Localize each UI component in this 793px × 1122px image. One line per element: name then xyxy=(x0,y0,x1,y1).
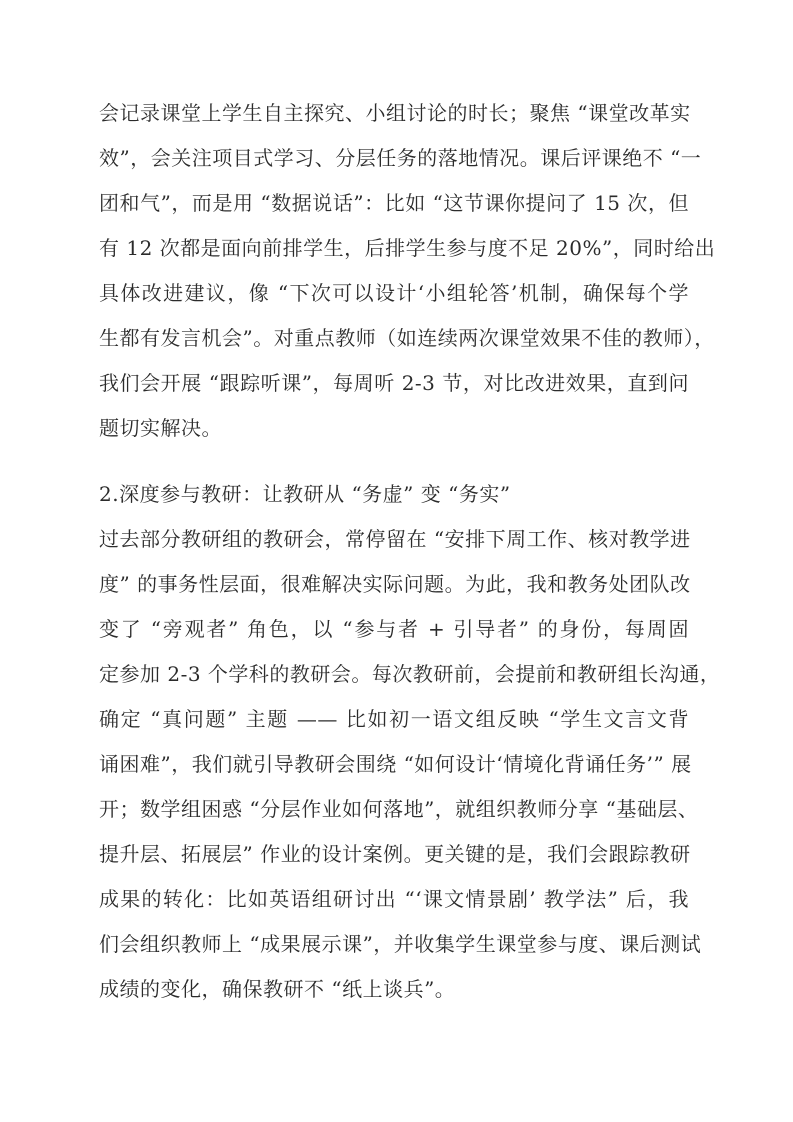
text-line: 效”，会关注项目式学习、分层任务的落地情况。课后评课绝不 “一 xyxy=(99,146,702,170)
text-line: 具体改进建议，像 “下次可以设计‘小组轮答’机制，确保每个学 xyxy=(99,281,689,305)
paragraph-1 xyxy=(99,91,716,451)
text-line: 我们会开展 “跟踪听课”，每周听 2-3 节，对比改进效果，直到问 xyxy=(99,371,689,395)
document-text-block xyxy=(99,91,721,1012)
text-line: 有 12 次都是面向前排学生，后排学生参与度不足 20%”，同时给出 xyxy=(99,236,716,260)
text-line: 定参加 2-3 个学科的教研会。每次教研前，会提前和教研组长沟通， xyxy=(99,662,721,686)
text-line: 提升层、拓展层” 作业的设计案例。更关键的是，我们会跟踪教研 xyxy=(99,842,691,866)
text-line: 变了 “旁观者” 角色，以 “参与者 + 引导者” 的身份，每周固 xyxy=(99,617,689,641)
paragraph-spacer xyxy=(99,451,689,472)
text-line: 诵困难”，我们就引导教研会围绕 “如何设计‘情境化背诵任务’” 展 xyxy=(99,752,692,776)
text-line: 开；数学组困惑 “分层作业如何落地”，就组织教师分享 “基础层、 xyxy=(99,797,699,821)
text-line: 成果的转化：比如英语组研讨出 “‘课文情景剧’ 教学法” 后，我 xyxy=(99,887,689,911)
text-line: 确定 “真问题” 主题 —— 比如初一语文组反映 “学生文言文背 xyxy=(99,707,689,731)
text-line: 度” 的事务性层面，很难解决实际问题。为此，我和教务处团队改 xyxy=(99,572,691,596)
text-line: 团和气”，而是用 “数据说话”：比如 “这节课你提问了 15 次，但 xyxy=(99,191,689,215)
text-line: 成绩的变化，确保教研不 “纸上谈兵”。 xyxy=(99,977,456,1001)
text-line: 题切实解决。 xyxy=(99,416,222,440)
text-line: 会记录课堂上学生自主探究、小组讨论的时长；聚焦 “课堂改革实 xyxy=(99,101,691,125)
section-heading: 2.深度参与教研：让教研从 “务虚” 变 “务实” xyxy=(99,482,511,506)
text-line: 们会组织教师上 “成果展示课”，并收集学生课堂参与度、课后测试 xyxy=(99,932,702,956)
text-line: 生都有发言机会”。对重点教师（如连续两次课堂效果不佳的教师）， xyxy=(99,326,715,350)
text-line: 过去部分教研组的教研会，常停留在 “安排下周工作、核对教学进 xyxy=(99,527,691,551)
paragraph-2 xyxy=(99,517,721,1012)
